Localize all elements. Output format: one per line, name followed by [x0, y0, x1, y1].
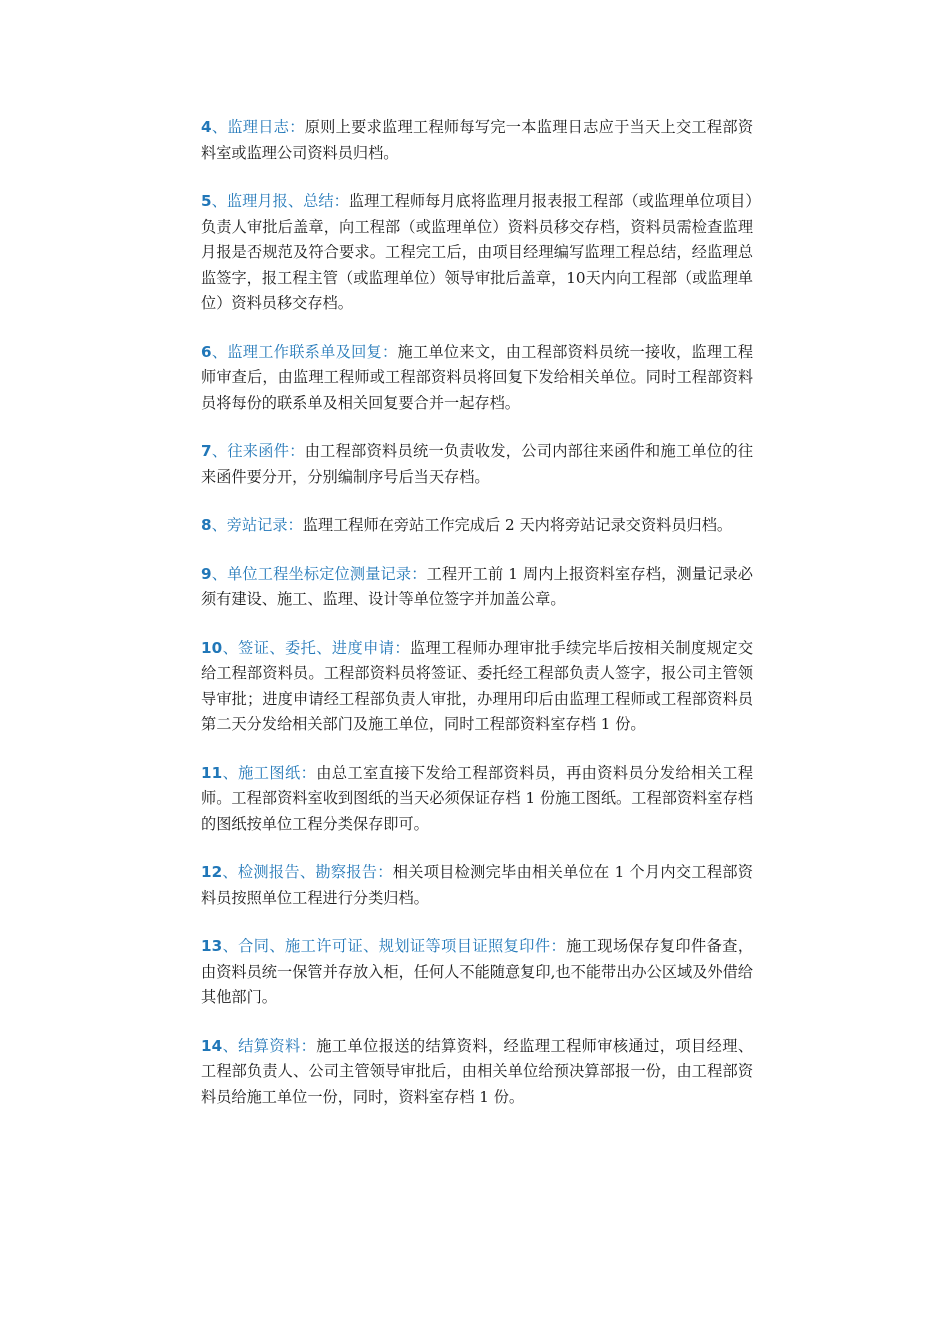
item-title: 、施工图纸： — [222, 763, 317, 782]
document-content — [201, 115, 753, 1133]
item-title: 、监理日志： — [211, 118, 305, 136]
item-title: 、监理月报、总结： — [211, 192, 349, 210]
item-number: 12 — [201, 863, 223, 881]
item-text: 相关项目检测完毕由相关单位在 1 个月内交工程部资料员按照单位工程进行分类归档。 — [201, 863, 753, 907]
item-number: 9 — [201, 564, 212, 583]
paragraph-item-13 — [201, 934, 753, 1011]
item-title: 、旁站记录： — [211, 516, 303, 534]
paragraph-item-9 — [201, 562, 753, 613]
item-title: 、合同、施工许可证、规划证等项目证照复印件： — [222, 937, 567, 955]
item-text: 由工程部资料员统一负责收发，公司内部往来函件和施工单位的往来函件要分开，分别编制序号后当天存档。 — [201, 442, 754, 486]
item-title: 、单位工程坐标定位测量记录： — [211, 564, 427, 583]
item-title: 、监理工作联系单及回复： — [211, 342, 398, 361]
item-number: 11 — [201, 763, 223, 782]
item-number: 4 — [201, 118, 212, 136]
item-text: 原则上要求监理工程师每写完一本监理日志应于当天上交工程部资料室或监理公司资料员归档。 — [201, 118, 754, 162]
paragraph-item-11 — [201, 761, 753, 838]
item-number: 7 — [201, 442, 212, 460]
paragraph-item-8 — [201, 513, 753, 539]
item-number: 5 — [201, 192, 212, 210]
item-title: 、检测报告、勘察报告： — [222, 863, 393, 881]
item-text: 施工现场保存复印件备查，由资料员统一保管并存放入柜，任何人不能随意复印,也不能带出办公区域及外借给其他部门。 — [201, 937, 754, 1006]
item-title: 、结算资料： — [222, 1036, 317, 1055]
item-number: 14 — [201, 1036, 223, 1055]
item-text: 由总工室直接下发给工程部资料员，再由资料员分发给相关工程师。工程部资料室收到图纸的当天必须保证存档 1 份施工图纸。工程部资料室存档的图纸按单位工程分类保存即可。 — [201, 763, 754, 833]
paragraph-item-7 — [201, 439, 753, 490]
paragraph-item-4 — [201, 115, 753, 166]
item-text: 监理工程师在旁站工作完成后 2 天内将旁站记录交资料员归档。 — [302, 516, 733, 534]
item-number: 13 — [201, 937, 223, 955]
paragraph-item-12 — [201, 860, 753, 911]
item-text: 监理工程师办理审批手续完毕后按相关制度规定交给工程部资料员。工程部资料员将签证、委托经工程部负责人签字，报公司主管领导审批；进度申请经工程部负责人审批，办理用印后由监理工程师或工程部资料员第二天分发给相关部门及施工单位，同时工程部资料室存档 1 份。 — [201, 638, 754, 733]
item-text: 工程开工前 1 周内上报资料室存档，测量记录必须有建设、施工、监理、设计等单位签字并加盖公章。 — [201, 564, 753, 608]
item-number: 8 — [201, 516, 212, 534]
item-number: 10 — [201, 638, 223, 657]
paragraph-item-5 — [201, 189, 753, 317]
item-text: 施工单位来文，由工程部资料员统一接收，监理工程师审查后，由监理工程师或工程部资料员将回复下发给相关单位。同时工程部资料员将每份的联系单及相关回复要合并一起存档。 — [201, 342, 754, 412]
item-title: 、往来函件： — [211, 442, 305, 460]
paragraph-item-10 — [201, 636, 753, 738]
item-text: 施工单位报送的结算资料，经监理工程师审核通过，项目经理、工程部负责人、公司主管领导审批后，由相关单位给预决算部报一份，由工程部资料员给施工单位一份，同时，资料室存档 1 份。 — [201, 1036, 754, 1106]
item-text: 监理工程师每月底将监理月报表报工程部（或监理单位项目）负责人审批后盖章，向工程部（或监理单位）资料员移交存档，资料员需检查监理月报是否规范及符合要求。工程完工后，由项目经理编写监理工程总结，经监理总监签字，报工程主管（或监理单位）领导审批后盖章，10天内向工程部（或监理单位）资料员移交存档。 — [201, 192, 754, 312]
paragraph-item-6 — [201, 340, 753, 417]
paragraph-item-14 — [201, 1034, 753, 1111]
item-title: 、签证、委托、进度申请： — [222, 638, 410, 657]
item-number: 6 — [201, 342, 212, 361]
